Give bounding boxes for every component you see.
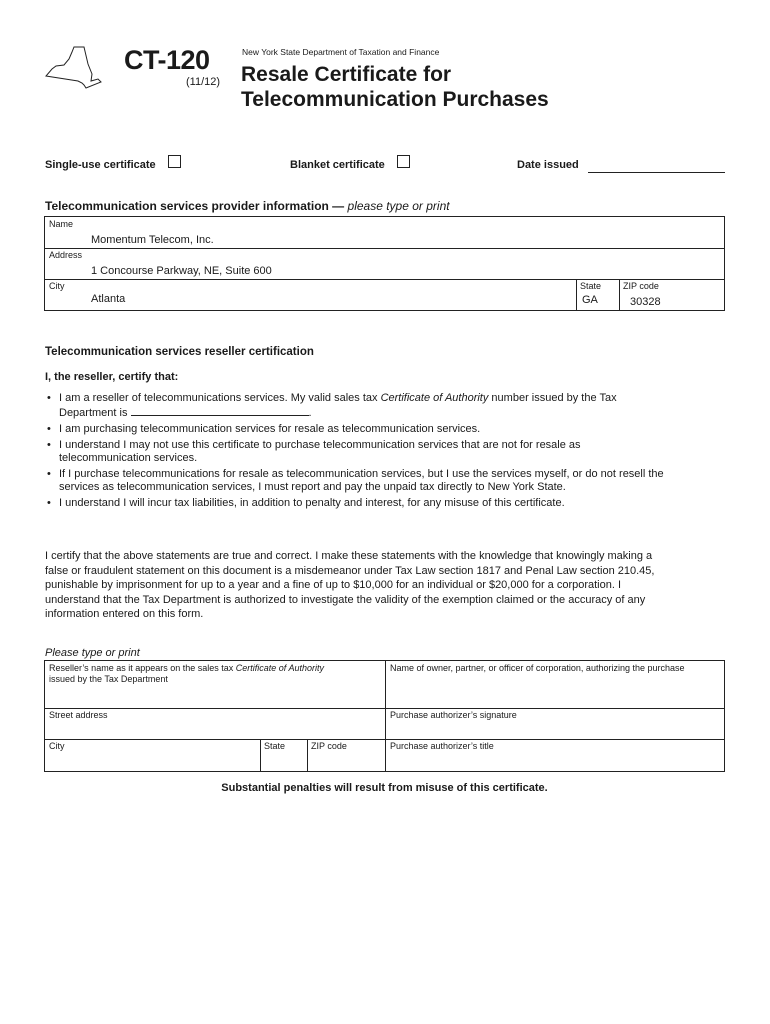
- statement-1-line2: Department is: [59, 407, 128, 419]
- authorizer-name-field[interactable]: [388, 677, 724, 707]
- reseller-section-title: Telecommunication services reseller certification: [45, 346, 314, 358]
- provider-zip-label: ZIP code: [623, 281, 659, 291]
- statement-4-line1: If I purchase telecommunications for resale as telecommunication services, but I use the services myself, or do not resell the: [59, 468, 664, 480]
- certification-line-4: understand that the Tax Department is authorized to investigate the validity of the exemption claimed or the accuracy of any: [45, 593, 646, 606]
- form-title-line1: Resale Certificate for: [241, 63, 452, 86]
- new-york-state-logo-icon: [44, 44, 102, 92]
- provider-state-field[interactable]: GA: [582, 294, 598, 306]
- agency-name: New York State Department of Taxation and Finance: [242, 47, 440, 57]
- please-type-or-print: Please type or print: [45, 647, 140, 659]
- reseller-statement-4: [45, 468, 735, 494]
- provider-name-label: Name: [49, 219, 74, 229]
- reseller-street-label: Street address: [49, 710, 108, 720]
- reseller-certify-intro: I, the reseller, certify that:: [45, 371, 179, 383]
- certificate-of-authority-number-field[interactable]: [131, 405, 309, 416]
- reseller-city-label: City: [49, 741, 65, 751]
- provider-city-label: City: [49, 281, 65, 291]
- certification-line-3: punishable by imprisonment for up to a year and a fine of up to $10,000 for an individual or $20,000 for a corporation. I: [45, 579, 622, 591]
- provider-address-label: Address: [49, 250, 83, 260]
- reseller-city-field[interactable]: [47, 754, 258, 770]
- reseller-name-label-ital: Certificate of Authority: [235, 663, 324, 673]
- form-code: CT-120: [124, 45, 210, 75]
- statement-1-pre: I am a reseller of telecommunications services. My valid sales tax: [59, 392, 381, 404]
- statement-3-line1: I understand I may not use this certificate to purchase telecommunication services that are not for resale as: [59, 439, 581, 451]
- reseller-info-box: [44, 660, 725, 772]
- reseller-statement-1: • I am a reseller of telecommunications services. My valid sales tax Certificate of Authority number issued by the Tax Department is .: [45, 392, 735, 420]
- authorizer-signature-field[interactable]: [388, 723, 724, 738]
- reseller-zip-label: ZIP code: [311, 741, 347, 751]
- reseller-statement-2: • I am purchasing telecommunication services for resale as telecommunication services.: [45, 423, 735, 436]
- blanket-checkbox[interactable]: [397, 155, 410, 168]
- authorizer-signature-label: Purchase authorizer’s signature: [390, 710, 517, 720]
- statement-3-line2: telecommunication services.: [59, 452, 198, 464]
- single-use-checkbox[interactable]: [168, 155, 181, 168]
- reseller-state-label: State: [264, 741, 286, 751]
- form-title: [241, 62, 549, 112]
- reseller-zip-field[interactable]: [309, 754, 383, 770]
- statement-4-line2: services as telecommunication services, I must report and pay the unpaid tax directly to New York State.: [59, 481, 566, 493]
- single-use-label: Single-use certificate: [45, 159, 156, 171]
- provider-section-hint: please type or print: [347, 199, 450, 213]
- statement-1-post: number issued by the Tax: [488, 392, 617, 404]
- statement-1-ital: Certificate of Authority: [380, 392, 489, 404]
- provider-city-field[interactable]: Atlanta: [91, 293, 126, 305]
- provider-info-box: [44, 216, 725, 311]
- reseller-name-field[interactable]: [47, 687, 383, 707]
- provider-name-field[interactable]: Momentum Telecom, Inc.: [91, 234, 214, 246]
- reseller-street-field[interactable]: [47, 723, 383, 738]
- date-issued-field[interactable]: [588, 160, 725, 173]
- certification-line-2: false or fraudulent statement on this document is a misdemeanor under Tax Law section 1817 and Penal Law section 210.45,: [45, 564, 655, 577]
- reseller-name-label-line2: issued by the Tax Department: [49, 674, 168, 684]
- authorizer-title-label: Purchase authorizer’s title: [390, 741, 494, 751]
- date-issued-label: Date issued: [517, 159, 579, 171]
- form-title-line2: Telecommunication Purchases: [241, 88, 549, 111]
- blanket-label: Blanket certificate: [290, 159, 385, 171]
- reseller-statement-3: [45, 439, 735, 465]
- provider-address-field[interactable]: 1 Concourse Parkway, NE, Suite 600: [91, 265, 272, 277]
- reseller-statements: [45, 392, 735, 513]
- reseller-state-field[interactable]: [262, 754, 305, 770]
- provider-zip-field[interactable]: 30328: [630, 296, 661, 308]
- certification-paragraph: [45, 549, 745, 622]
- reseller-statement-5: • I understand I will incur tax liabilities, in addition to penalty and interest, for any misuse of this certificate.: [45, 497, 735, 510]
- authorizer-title-field[interactable]: [388, 754, 724, 770]
- provider-state-label: State: [580, 281, 602, 291]
- authorizer-name-label: Name of owner, partner, or officer of corporation, authorizing the purchase: [390, 663, 685, 673]
- provider-section-title: [45, 199, 450, 213]
- form-revision: (11/12): [186, 76, 221, 88]
- certification-line-1: I certify that the above statements are true and correct. I make these statements with the knowledge that knowingly making a: [45, 550, 653, 562]
- certification-line-5: information entered on this form.: [45, 608, 204, 620]
- provider-section-title-text: Telecommunication services provider information —: [45, 199, 345, 213]
- reseller-name-label-pre: Reseller’s name as it appears on the sales tax: [49, 663, 236, 673]
- reseller-name-label: [49, 663, 324, 685]
- penalty-warning: Substantial penalties will result from misuse of this certificate.: [221, 782, 548, 794]
